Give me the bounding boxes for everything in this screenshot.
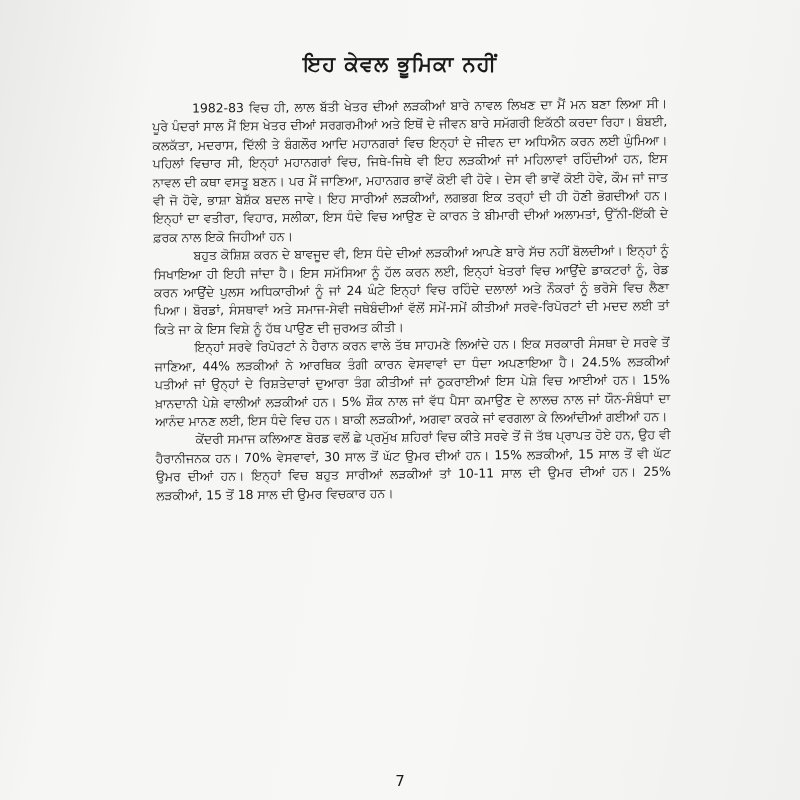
paragraph-1: 1982-83 ਵਿਚ ਹੀ, ਲਾਲ ਬੱਤੀ ਖੇਤਰ ਦੀਆਂ ਲੜਕੀਆਂ ਬਾਰੇ ਨਾਵਲ ਲਿਖਣ ਦਾ ਮੈਂ ਮਨ ਬਣਾ ਲਿਆ ਸੀ। ਪੂਰੇ ਪੰਦਰਾਂ ਸਾਲ ਮੈਂ ਇਸ ਖੇਤਰ ਦੀਆਂ ਸਰਗਰਮੀਆਂ ਅਤੇ ਇਥੋਂ ਦੇ ਜੀਵਨ ਬਾਰੇ ਸਮੱਗਰੀ ਇਕੱਠੀ ਕਰਦਾ ਰਿਹਾ। ਬੰਬਈ, ਕਲਕੱਤਾ, ਮਦਰਾਸ, ਦਿੱਲੀ ਤੇ ਬੰਗਲੌਰ ਆਦਿ ਮਹਾਨਗਰਾਂ ਵਿਚ ਇਨ੍ਹਾਂ ਦੇ ਜੀਵਨ ਦਾ ਅਧਿਐਨ ਕਰਨ ਲਈ ਘੁੰਮਿਆ। ਪਹਿਲਾਂ ਵਿਚਾਰ ਸੀ, ਇਨ੍ਹਾਂ ਮਹਾਨਗਰਾਂ ਵਿਚ, ਜਿਥੇ-ਜਿਥੇ ਵੀ ਇਹ ਲੜਕੀਆਂ ਜਾਂ ਮਹਿਲਾਵਾਂ ਰਹਿੰਦੀਆਂ ਹਨ, ਇਸ ਨਾਵਲ ਦੀ ਕਥਾ ਵਸਤੂ ਬਣਨ। ਪਰ ਮੈਂ ਜਾਣਿਆ, ਮਹਾਨਗਰ ਭਾਵੇਂ ਕੋਈ ਵੀ ਹੋਵੇ। ਦੇਸ ਵੀ ਭਾਵੇਂ ਕੋਈ ਹੋਵੇ, ਕੌਮ ਜਾਂ ਜਾਤ ਵੀ ਜੋ ਹੋਵੇ, ਭਾਸ਼ਾ ਬੇਸ਼ੱਕ ਬਦਲ ਜਾਵੇ। ਇਹ ਸਾਰੀਆਂ ਲੜਕੀਆਂ, ਲਗਭਗ ਇਕ ਤਰ੍ਹਾਂ ਦੀ ਹੀ ਹੋਣੀ ਭੋਗਦੀਆਂ ਹਨ। ਇਨ੍ਹਾਂ ਦਾ ਵਤੀਰਾ, ਵਿਹਾਰ, ਸਲੀਕਾ, ਇਸ ਧੰਦੇ ਵਿਚ ਆਉਣ ਦੇ ਕਾਰਨ ਤੇ ਬੀਮਾਰੀ ਦੀਆਂ ਅਲਾਮਤਾਂ, ਉੱਨੀ-ਇੱਕੀ ਦੇ ਫ਼ਰਕ ਨਾਲ ਇਕੋ ਜਿਹੀਆਂ ਹਨ। xyxy=(152,95,669,245)
paragraph-2: ਬਹੁਤ ਕੋਸ਼ਿਸ਼ ਕਰਨ ਦੇ ਬਾਵਜੂਦ ਵੀ, ਇਸ ਧੰਦੇ ਦੀਆਂ ਲੜਕੀਆਂ ਆਪਣੇ ਬਾਰੇ ਸੱਚ ਨਹੀਂ ਬੋਲਦੀਆਂ। ਇਨ੍ਹਾਂ ਨੂੰ ਸਿਖਾਇਆ ਹੀ ਇਹੀ ਜਾਂਦਾ ਹੈ। ਇਸ ਸਮੱਸਿਆ ਨੂੰ ਹੱਲ ਕਰਨ ਲਈ, ਇਨ੍ਹਾਂ ਖੇਤਰਾਂ ਵਿਚ ਆਉਂਦੇ ਡਾਕਟਰਾਂ ਨੂੰ, ਰੇਡ ਕਰਨ ਆਉਂਦੇ ਪੁਲਸ ਅਧਿਕਾਰੀਆਂ ਨੂੰ ਜਾਂ 24 ਘੰਟੇ ਇਨ੍ਹਾਂ ਵਿਚ ਰਹਿੰਦੇ ਦਲਾਲਾਂ ਅਤੇ ਨੌਕਰਾਂ ਨੂੰ ਭਰੋਸੇ ਵਿਚ ਲੈਣਾ ਪਿਆ। ਬੋਰਡਾਂ, ਸੰਸਥਾਵਾਂ ਅਤੇ ਸਮਾਜ-ਸੇਵੀ ਜਥੇਬੰਦੀਆਂ ਵੱਲੋਂ ਸਮੇਂ-ਸਮੇਂ ਕੀਤੀਆਂ ਸਰਵੇ-ਰਿਪੋਰਟਾਂ ਦੀ ਮਦਦ ਲਈ ਤਾਂ ਕਿਤੇ ਜਾ ਕੇ ਇਸ ਵਿਸ਼ੇ ਨੂੰ ਹੱਥ ਪਾਉਣ ਦੀ ਜੁਰਅਤ ਕੀਤੀ। xyxy=(153,242,670,337)
body-text xyxy=(152,95,671,505)
paragraph-3: ਇਨ੍ਹਾਂ ਸਰਵੇ ਰਿਪੋਰਟਾਂ ਨੇ ਹੈਰਾਨ ਕਰਨ ਵਾਲੇ ਤੱਥ ਸਾਹਮਣੇ ਲਿਆਂਦੇ ਹਨ। ਇਕ ਸਰਕਾਰੀ ਸੰਸਥਾ ਦੇ ਸਰਵੇ ਤੋਂ ਜਾਣਿਆ, 44% ਲੜਕੀਆਂ ਨੇ ਆਰਥਿਕ ਤੰਗੀ ਕਾਰਨ ਵੇਸਵਾਵਾਂ ਦਾ ਧੰਦਾ ਅਪਣਾਇਆ ਹੈ। 24.5% ਲੜਕੀਆਂ ਪਤੀਆਂ ਜਾਂ ਉਨ੍ਹਾਂ ਦੇ ਰਿਸ਼ਤੇਦਾਰਾਂ ਦੁਆਰਾ ਤੰਗ ਕੀਤੀਆਂ ਜਾਂ ਠੁਕਰਾਈਆਂ ਇਸ ਪੇਸ਼ੇ ਵਿਚ ਆਈਆਂ ਹਨ। 15% ਖ਼ਾਨਦਾਨੀ ਪੇਸ਼ੇ ਵਾਲੀਆਂ ਲੜਕੀਆਂ ਹਨ। 5% ਸ਼ੌਕ ਨਾਲ ਜਾਂ ਵੱਧ ਪੈਸਾ ਕਮਾਉਣ ਦੇ ਲਾਲਚ ਨਾਲ ਜਾਂ ਯੌਨ-ਸੰਬੰਧਾਂ ਦਾ ਆਨੰਦ ਮਾਨਣ ਲਈ, ਇਸ ਧੰਦੇ ਵਿਚ ਹਨ। ਬਾਕੀ ਲੜਕੀਆਂ, ਅਗਵਾ ਕਰਕੇ ਜਾਂ ਵਰਗਲਾ ਕੇ ਲਿਆਂਦੀਆਂ ਗਈਆਂ ਹਨ। xyxy=(154,334,671,429)
page-number: 7 xyxy=(395,772,405,790)
paragraph-4: ਕੇਂਦਰੀ ਸਮਾਜ ਕਲਿਆਣ ਬੋਰਡ ਵਲੋਂ ਛੇ ਪ੍ਰਮੁੱਖ ਸ਼ਹਿਰਾਂ ਵਿਚ ਕੀਤੇ ਸਰਵੇ ਤੋਂ ਜੋ ਤੱਥ ਪ੍ਰਾਪਤ ਹੋਏ ਹਨ, ਉਹ ਵੀ ਹੈਰਾਨੀਜਨਕ ਹਨ। 70% ਵੇਸਵਾਵਾਂ, 30 ਸਾਲ ਤੋਂ ਘੱਟ ਉਮਰ ਦੀਆਂ ਹਨ। 15% ਲੜਕੀਆਂ, 15 ਸਾਲ ਤੋਂ ਵੀ ਘੱਟ ਉਮਰ ਦੀਆਂ ਹਨ। ਇਨ੍ਹਾਂ ਵਿਚ ਬਹੁਤ ਸਾਰੀਆਂ ਲੜਕੀਆਂ ਤਾਂ 10-11 ਸਾਲ ਦੀ ਉਮਰ ਦੀਆਂ ਹਨ। 25% ਲੜਕੀਆਂ, 15 ਤੋਂ 18 ਸਾਲ ਦੀ ਉਮਰ ਵਿਚਕਾਰ ਹਨ। xyxy=(155,426,671,503)
chapter-title: ਇਹ ਕੇਵਲ ਭੂਮਿਕਾ ਨਹੀਂ xyxy=(303,52,497,76)
